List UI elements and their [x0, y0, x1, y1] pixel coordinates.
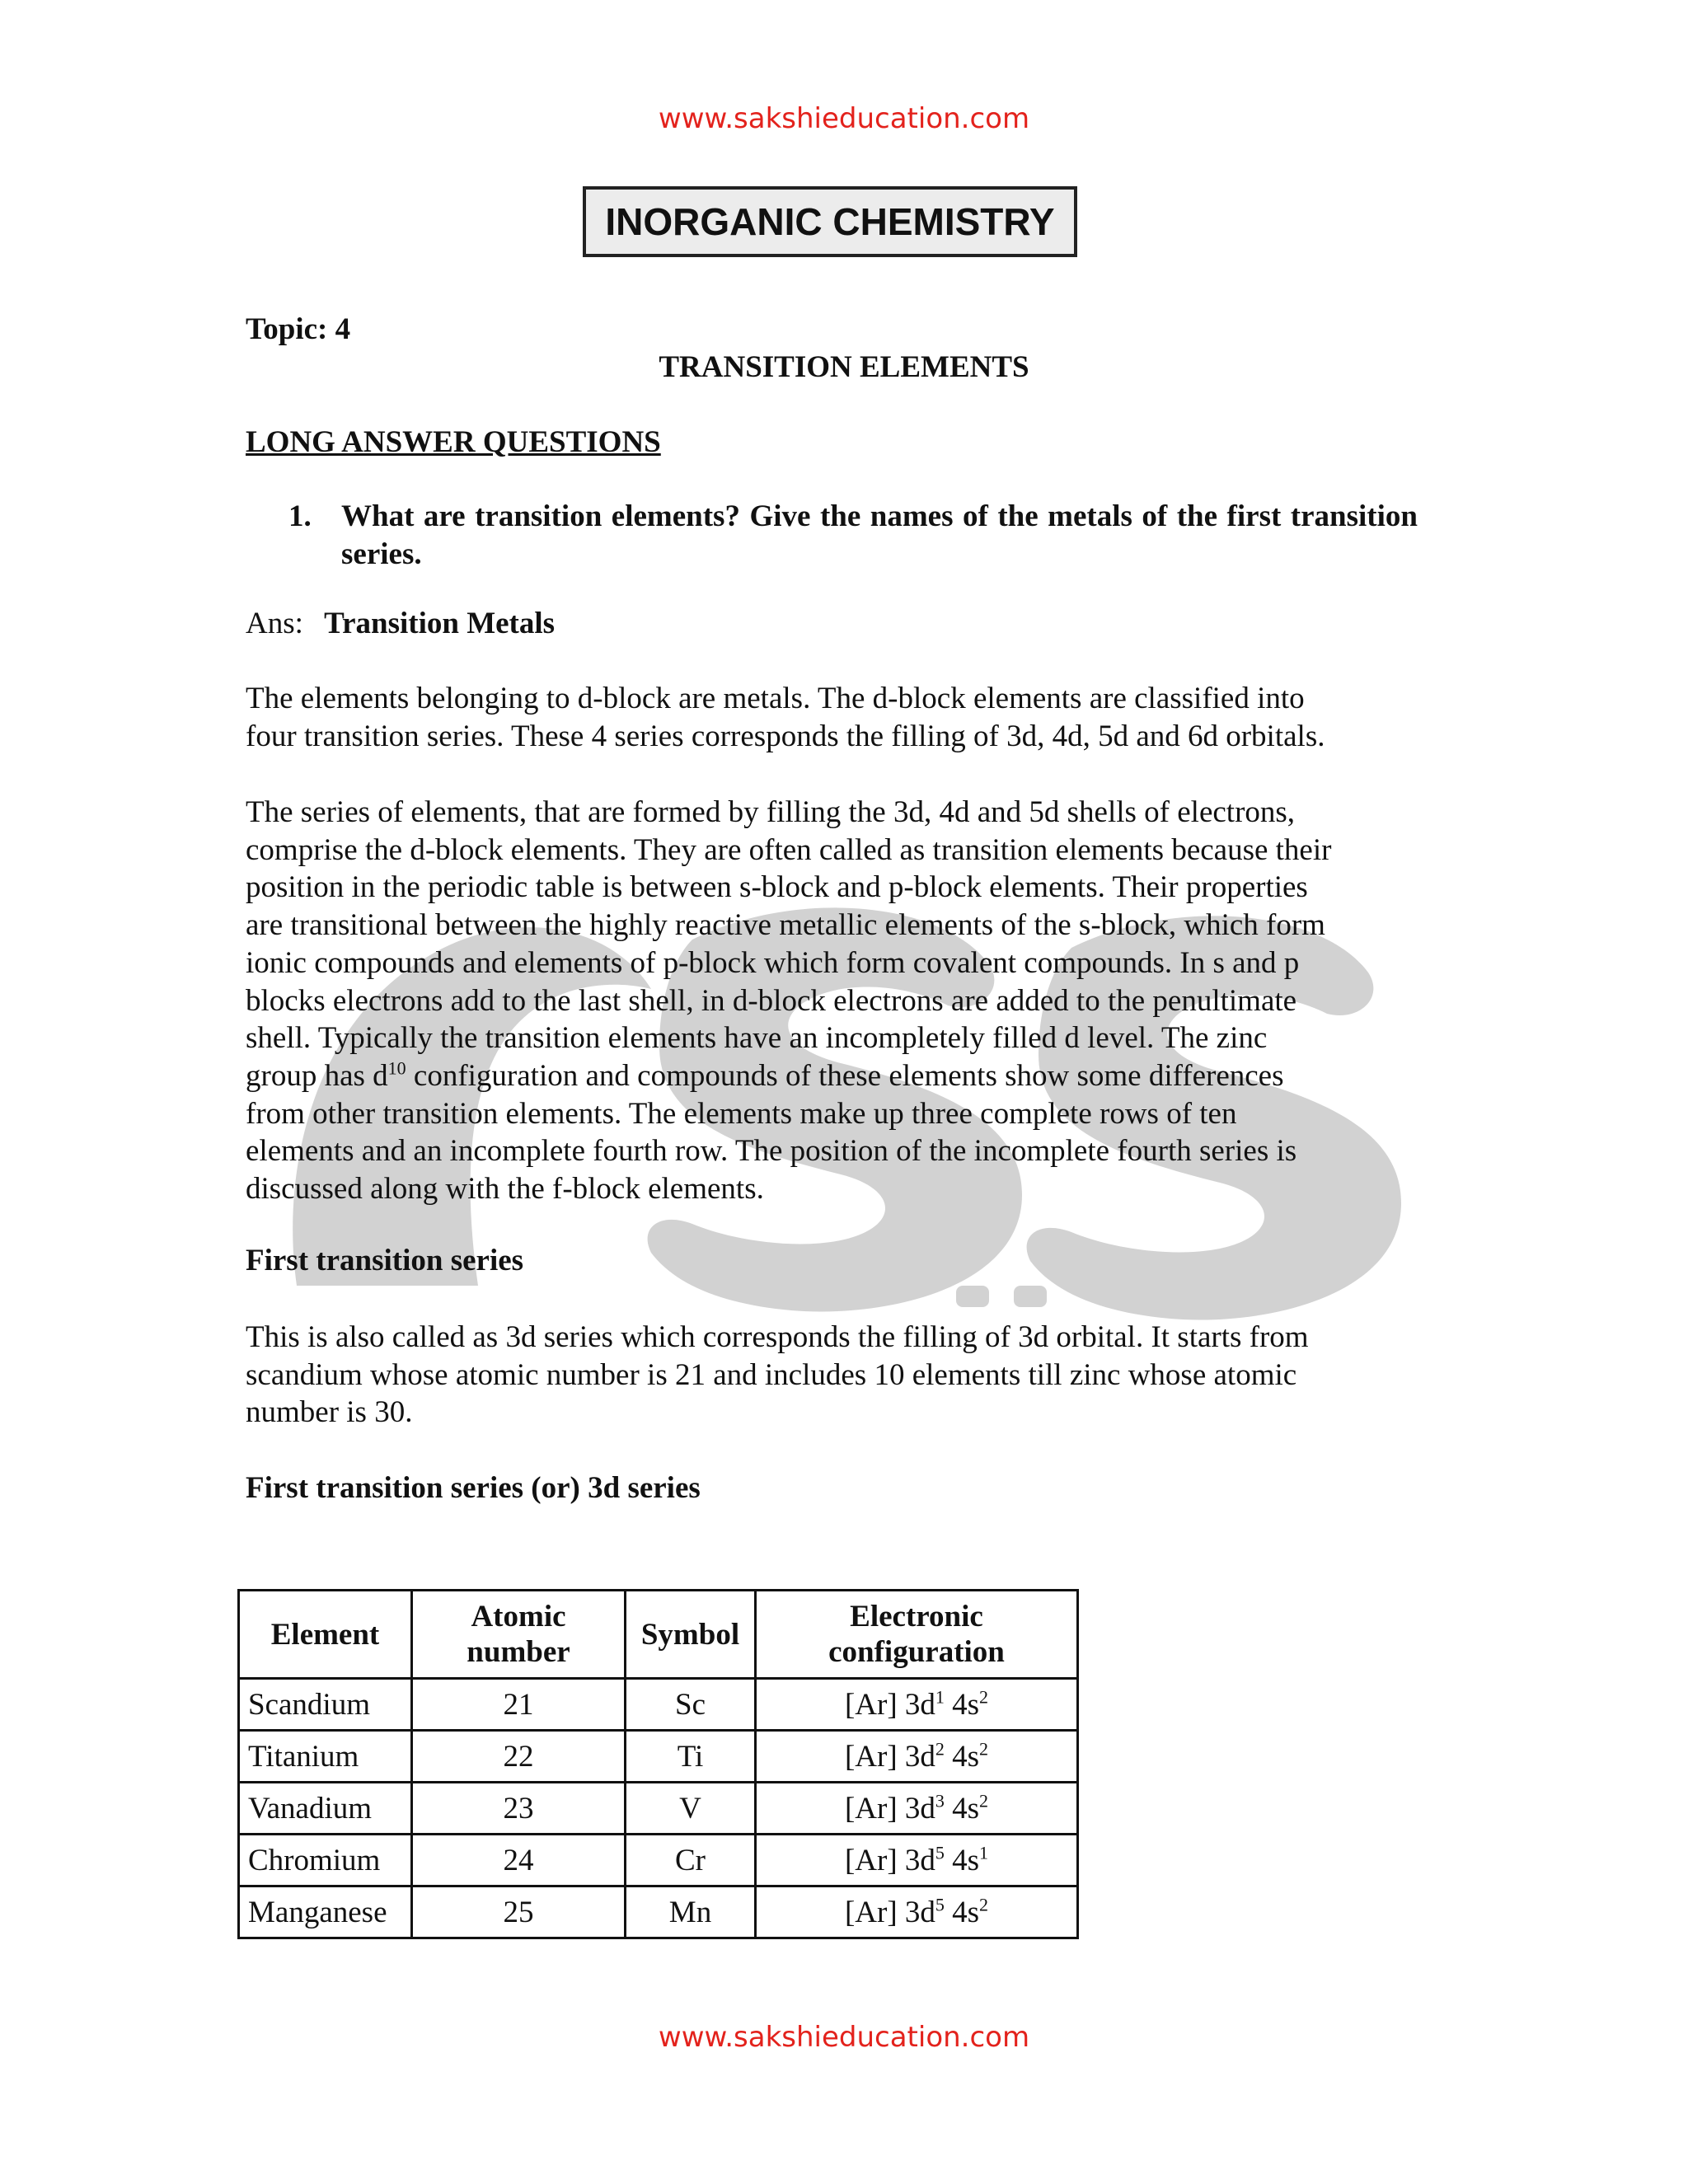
footer-url[interactable]: www.sakshieducation.com	[658, 2021, 1030, 2054]
cfg-text: [Ar] 3d	[844, 1791, 935, 1825]
d-exponent: 5	[935, 1894, 945, 1915]
paragraph-line: blocks electrons add to the last shell, in d-block electrons are added to the penultimate	[246, 983, 1297, 1018]
cell-symbol: Ti	[626, 1731, 756, 1783]
cell-element: Chromium	[239, 1835, 412, 1886]
paragraph-line: comprise the d-block elements. They are often called as transition elements because their	[246, 832, 1332, 867]
cfg-text: [Ar] 3d	[844, 1895, 935, 1929]
cell-atomic-number: 24	[412, 1835, 626, 1886]
text-span: configuration and compounds of these elements show some differences	[406, 1058, 1284, 1093]
cell-symbol: Mn	[626, 1886, 756, 1938]
cell-element: Vanadium	[239, 1783, 412, 1835]
answer-heading: Transition Metals	[324, 607, 556, 640]
paragraph-line: shell. Typically the transition elements have an incompletely filled d level. The zinc	[246, 1021, 1268, 1056]
question-text: What are transition elements? Give the names of the metals of the first transition series.	[341, 499, 1418, 571]
paragraph-line: position in the periodic table is between s-block and p-block elements. Their properties	[246, 870, 1308, 905]
cfg-text: 4s	[944, 1791, 980, 1825]
cell-element: Scandium	[239, 1679, 412, 1731]
cell-element: Titanium	[239, 1731, 412, 1783]
cell-configuration	[756, 1783, 1078, 1835]
cell-symbol: Sc	[626, 1679, 756, 1731]
header-atomic-number	[412, 1591, 626, 1679]
header-symbol: Symbol	[626, 1591, 756, 1679]
answer-line	[246, 606, 555, 641]
table-row	[239, 1835, 1078, 1886]
answer-label: Ans:	[246, 607, 303, 640]
table-row	[239, 1886, 1078, 1938]
cell-atomic-number: 21	[412, 1679, 626, 1731]
elements-table	[237, 1589, 1079, 1939]
cfg-text: 4s	[944, 1739, 980, 1774]
cfg-text: [Ar] 3d	[844, 1687, 935, 1722]
title-box	[583, 186, 1077, 257]
paragraph-line: are transitional between the highly reactive metallic elements of the s-block, which form	[246, 908, 1325, 943]
paragraph-line: four transition series. These 4 series corresponds the filling of 3d, 4d, 5d and 6d orbitals.	[246, 719, 1325, 753]
cell-atomic-number: 23	[412, 1783, 626, 1835]
paragraph-line: The series of elements, that are formed by filling the 3d, 4d and 5d shells of electrons,	[246, 795, 1296, 829]
paragraph-line	[246, 1057, 1424, 1095]
table-row	[239, 1783, 1078, 1835]
s-exponent: 2	[979, 1686, 989, 1708]
header-element: Element	[239, 1591, 412, 1679]
subheading-first-series: First transition series	[246, 1244, 524, 1277]
topic-label: Topic: 4	[246, 312, 351, 346]
paragraph-line: The elements belonging to d-block are metals. The d-block elements are classified into	[246, 682, 1305, 715]
question-1	[288, 498, 1418, 574]
cell-symbol: V	[626, 1783, 756, 1835]
d-exponent: 3	[935, 1790, 945, 1811]
paragraph-line: This is also called as 3d series which corresponds the filling of 3d orbital. It starts from	[246, 1320, 1309, 1354]
paragraph-line: ionic compounds and elements of p-block which form covalent compounds. In s and p	[246, 945, 1300, 980]
d-exponent: 5	[935, 1842, 945, 1863]
header-electronic-configuration	[756, 1591, 1078, 1679]
text-span: group has d	[246, 1058, 388, 1093]
paragraph-d-block	[246, 794, 1424, 1208]
subheading-3d-series: First transition series (or) 3d series	[246, 1471, 701, 1505]
cell-configuration	[756, 1731, 1078, 1783]
d-exponent: 2	[935, 1738, 945, 1760]
cfg-text: [Ar] 3d	[844, 1739, 935, 1774]
paragraph-line: elements and an incomplete fourth row. The position of the incomplete fourth series is	[246, 1134, 1297, 1169]
table-row	[239, 1679, 1078, 1731]
cell-atomic-number: 25	[412, 1886, 626, 1938]
header-text: Electronic	[850, 1600, 983, 1633]
paragraph-line: discussed along with the f-block elements.	[246, 1172, 764, 1207]
cfg-text: 4s	[944, 1843, 980, 1877]
cell-configuration	[756, 1835, 1078, 1886]
table-header-row	[239, 1591, 1078, 1679]
header-text: number	[467, 1635, 570, 1669]
s-exponent: 2	[979, 1894, 989, 1915]
header-url[interactable]: www.sakshieducation.com	[658, 102, 1030, 135]
paragraph-3d-series	[246, 1319, 1424, 1432]
paragraph-line: from other transition elements. The elements make up three complete rows of ten	[246, 1096, 1237, 1131]
cfg-text: 4s	[944, 1687, 980, 1722]
paragraph-intro	[246, 680, 1424, 755]
s-exponent: 2	[979, 1738, 989, 1760]
cell-configuration	[756, 1679, 1078, 1731]
paragraph-line: scandium whose atomic number is 21 and includes 10 elements till zinc whose atomic	[246, 1357, 1297, 1392]
d-exponent: 1	[935, 1686, 945, 1708]
cfg-text: 4s	[944, 1895, 980, 1929]
header-text: configuration	[828, 1635, 1005, 1669]
header-text: Atomic	[471, 1600, 566, 1633]
superscript: 10	[387, 1057, 406, 1079]
cell-atomic-number: 22	[412, 1731, 626, 1783]
long-answer-heading: LONG ANSWER QUESTIONS	[246, 425, 661, 459]
section-title: TRANSITION ELEMENTS	[659, 350, 1029, 384]
s-exponent: 1	[979, 1842, 989, 1863]
s-exponent: 2	[979, 1790, 989, 1811]
table-row	[239, 1731, 1078, 1783]
cell-configuration	[756, 1886, 1078, 1938]
paragraph-line: number is 30.	[246, 1395, 413, 1430]
question-number: 1.	[288, 499, 312, 533]
cell-element: Manganese	[239, 1886, 412, 1938]
page-title: INORGANIC CHEMISTRY	[605, 200, 1055, 243]
cfg-text: [Ar] 3d	[844, 1843, 935, 1877]
cell-symbol: Cr	[626, 1835, 756, 1886]
